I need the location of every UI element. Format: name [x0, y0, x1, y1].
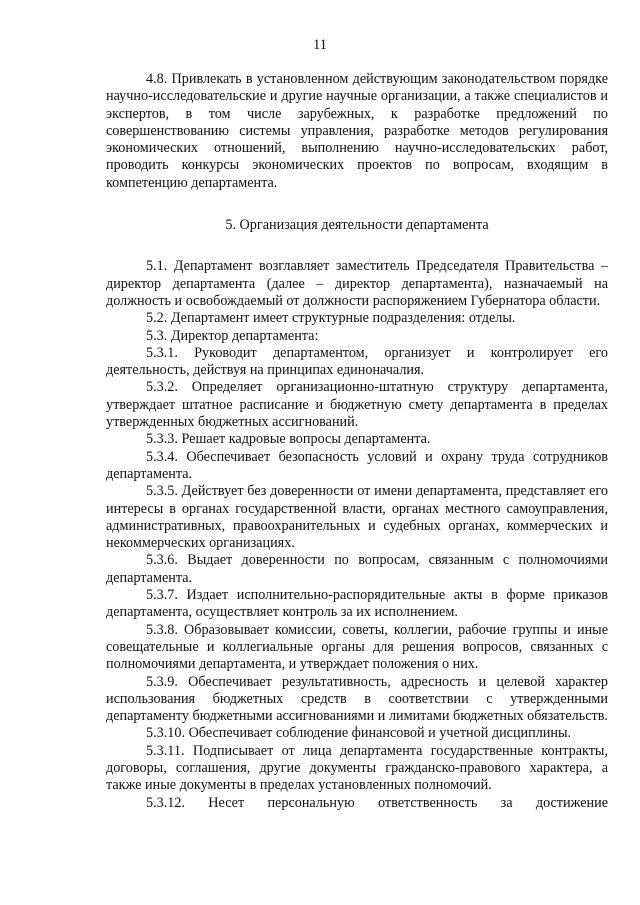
paragraph-5-3-6: 5.3.6. Выдает доверенности по вопросам, связанным с полномочиями департамента. — [106, 552, 608, 586]
document-body — [106, 71, 608, 812]
paragraph-5-3-4: 5.3.4. Обеспечивает безопасность условий и охрану труда сотрудников департамента. — [106, 448, 608, 482]
paragraph-5-3-2: 5.3.2. Определяет организационно-штатную структуру департамента, утверждает штатное расписание и бюджетную смету департамента в пределах утвержденных бюджетных ассигнований. — [106, 379, 608, 431]
paragraph-5-3-8: 5.3.8. Образовывает комиссии, советы, коллегии, рабочие группы и иные совещательные и коллегиальные органы для решения вопросов, связанных с полномочиями департамента, и утверждает положения о них. — [106, 621, 608, 673]
paragraph-5-3-7: 5.3.7. Издает исполнительно-распорядительные акты в форме приказов департамента, осуществляет контроль за их исполнением. — [106, 587, 608, 621]
paragraph-5-3-5: 5.3.5. Действует без доверенности от имени департамента, представляет его интересы в органах государственной власти, органах местного самоуправления, административных, правоохранительных и судебных органах, коммерческих и некоммерческих организациях. — [106, 483, 608, 552]
paragraph-5-1: 5.1. Департамент возглавляет заместитель Председателя Правительства – директор департамента (далее – директор департамента), назначаемый на должность и освобождаемый от должности распоряжением Губернатора области. — [106, 258, 608, 309]
paragraph-5-3-12: 5.3.12. Несет персональную ответственность за достижение — [146, 794, 608, 811]
paragraph-5-3-1: 5.3.1. Руководит департаментом, организует и контролирует его деятельность, действуя на принципах единоначалия. — [106, 344, 608, 379]
page-number: 11 — [313, 37, 327, 53]
paragraph-4-8: 4.8. Привлекать в установленном действующим законодательством порядке научно-исследовательские и другие научные организации, а также специалистов и экспертов, в том числе зарубежных, к разработке предложений по совершенствованию системы управления, разработке методов регулирования экономических отношений, выполнению научно-исследовательских работ, проводить конкурсы экономических проектов по вопросам, входящим в компетенцию департамента. — [106, 71, 608, 191]
paragraph-5-2: 5.2. Департамент имеет структурные подразделения: отделы. — [146, 310, 516, 327]
paragraph-5-3-3: 5.3.3. Решает кадровые вопросы департамента. — [146, 431, 431, 448]
section-heading: 5. Организация деятельности департамента — [225, 217, 489, 234]
paragraph-5-3-11: 5.3.11. Подписывает от лица департамента государственные контракты, договоры, соглашения, другие документы гражданско-правового характера, а также иные документы в пределах установленных полномочий. — [106, 742, 608, 794]
paragraph-5-3: 5.3. Директор департамента: — [146, 327, 319, 344]
paragraph-5-3-9: 5.3.9. Обеспечивает результативность, адресность и целевой характер использования бюджетных средств в соответствии с утвержденными департаменту бюджетными ассигнованиями и лимитами бюджетных обязательств. — [106, 673, 608, 725]
paragraph-5-3-10: 5.3.10. Обеспечивает соблюдение финансовой и учетной дисциплины. — [146, 725, 572, 742]
